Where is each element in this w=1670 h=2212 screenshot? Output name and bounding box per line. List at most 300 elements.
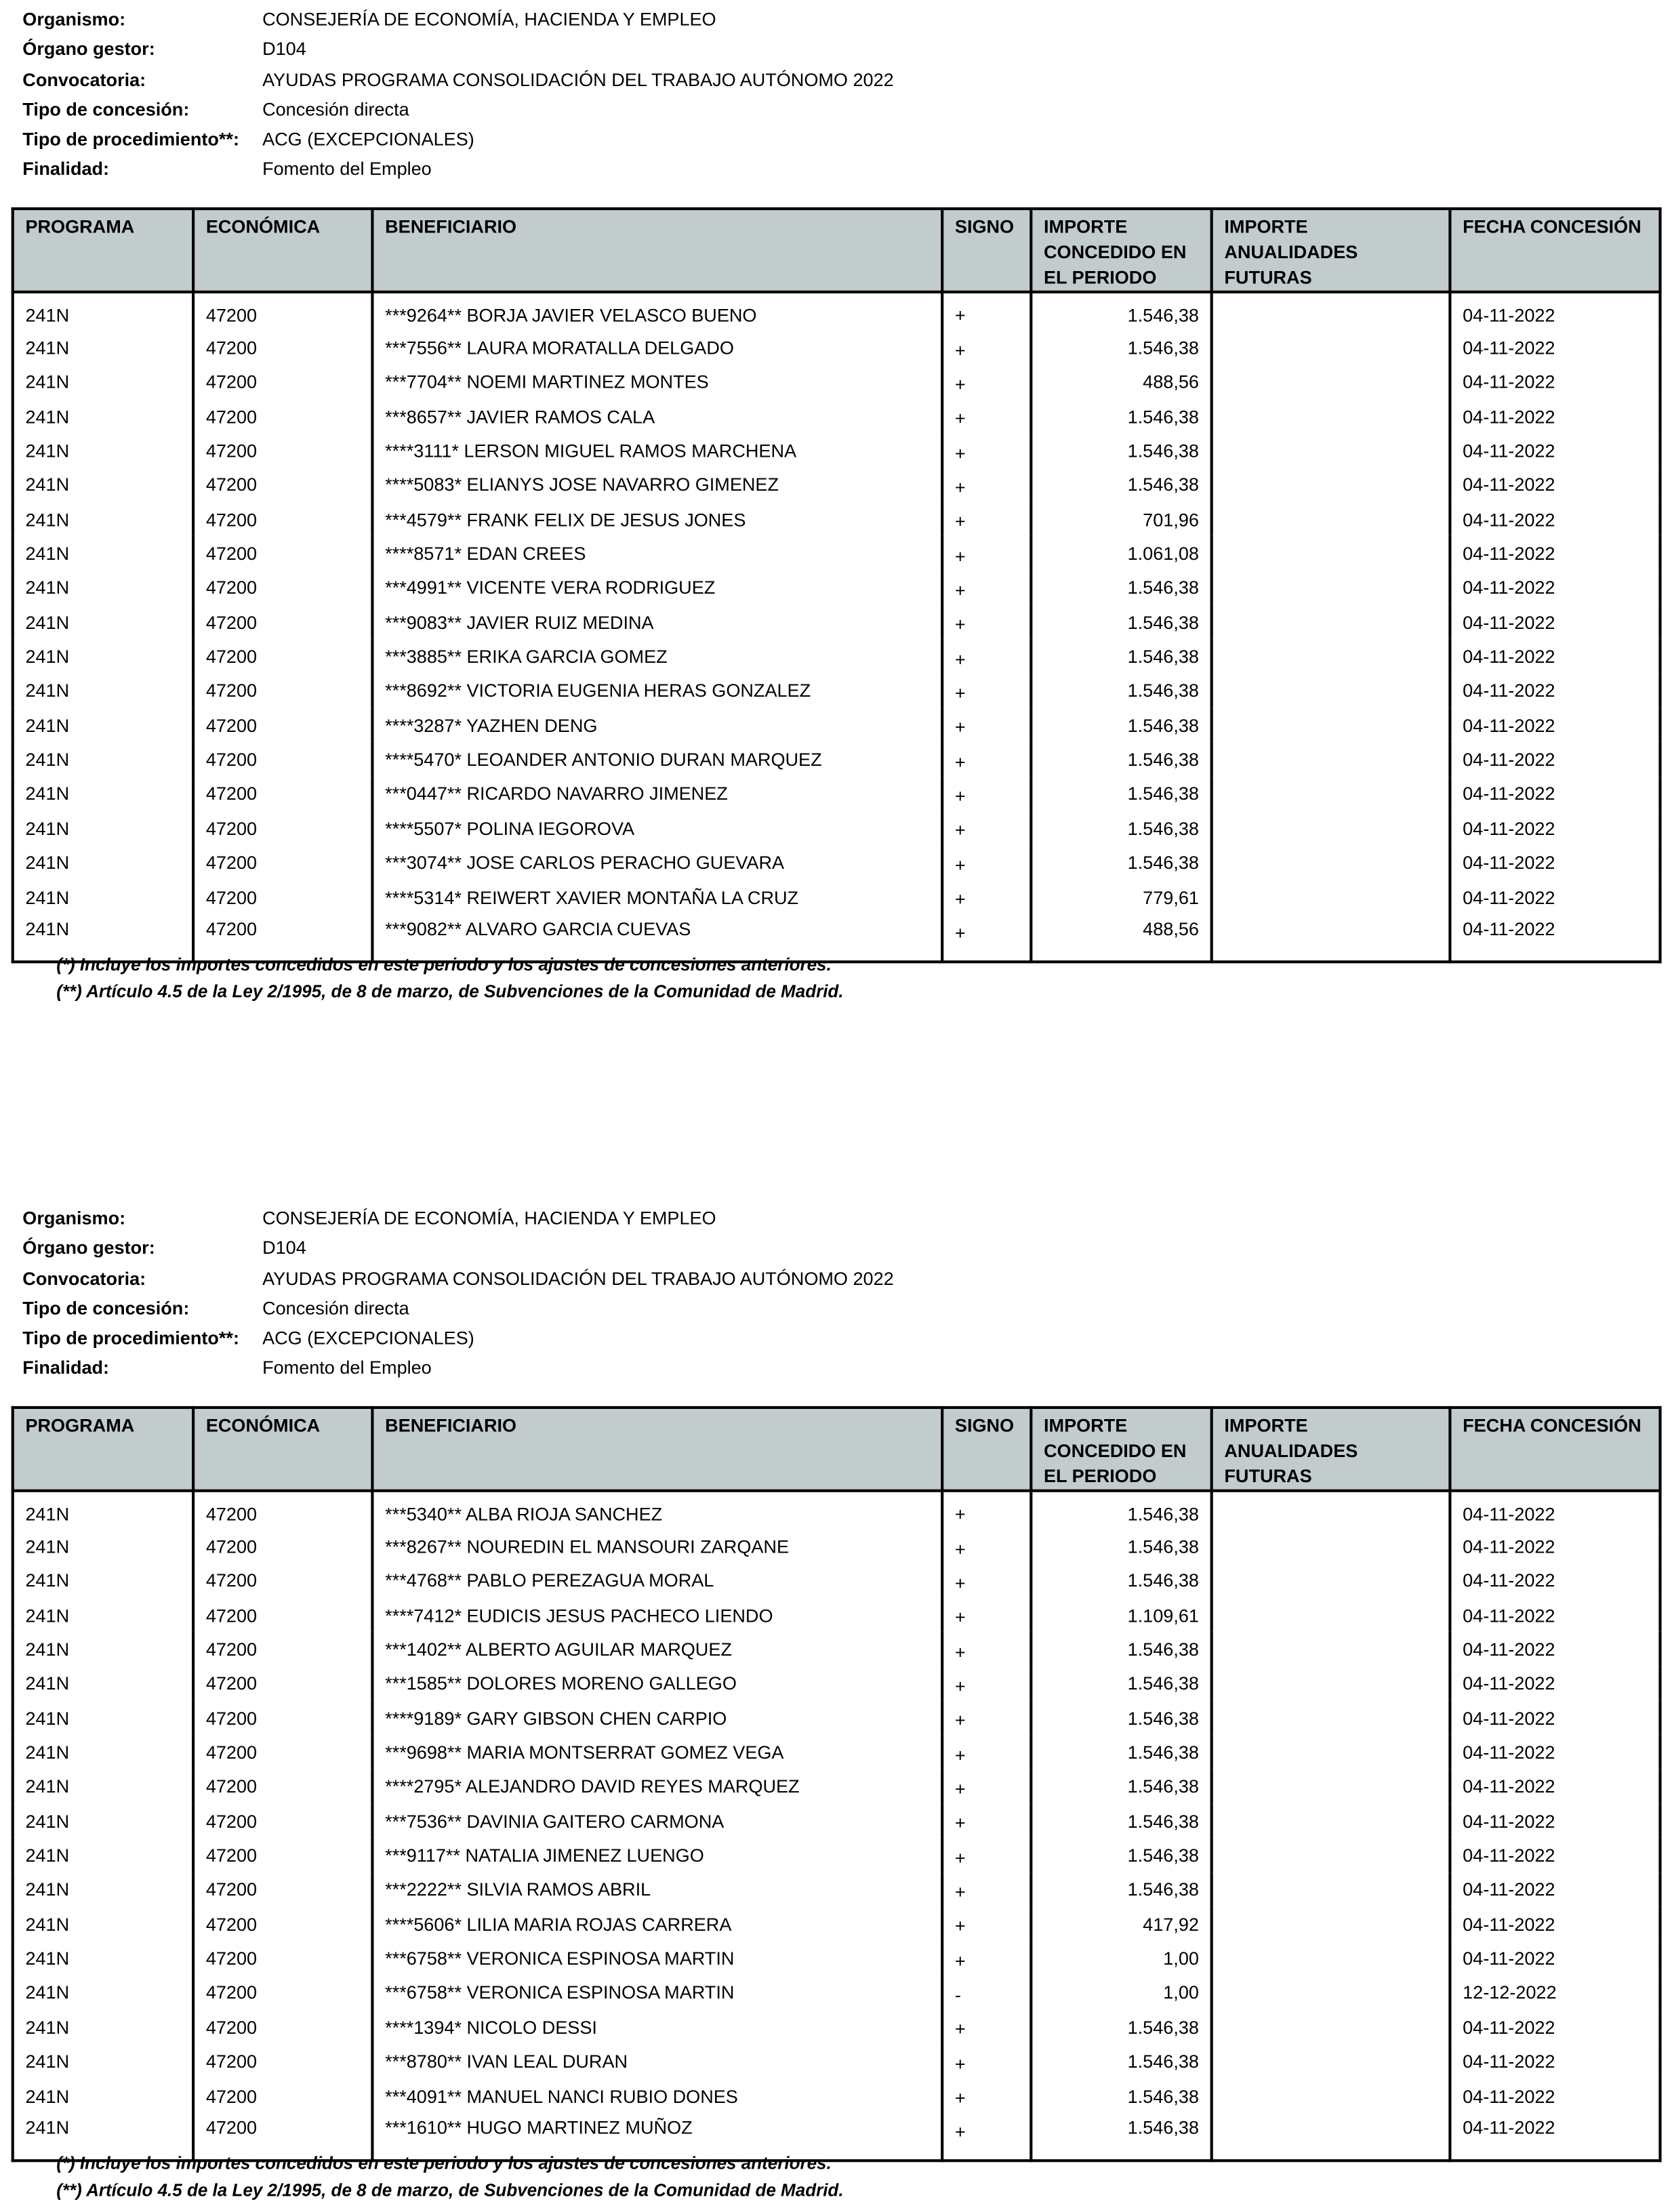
cell-economica: 47200	[193, 1666, 372, 1701]
cell-fecha-concesion: 04-11-2022	[1450, 1563, 1660, 1598]
cell-beneficiario: ***9698** MARIA MONTSERRAT GOMEZ VEGA	[372, 1736, 942, 1770]
cell-economica: 47200	[193, 2045, 372, 2079]
cell-fecha-concesion: 04-11-2022	[1450, 674, 1660, 708]
cell-importe-concedido: 701,96	[1031, 502, 1211, 537]
cell-economica: 47200	[193, 1804, 372, 1839]
cell-programa: 241N	[13, 2010, 193, 2045]
table-row	[13, 708, 1661, 743]
cell-beneficiario: ***8780** IVAN LEAL DURAN	[372, 2045, 942, 2079]
cell-fecha-concesion: 04-11-2022	[1450, 292, 1660, 331]
column-header-economica: ECONÓMICA	[193, 209, 372, 292]
cell-beneficiario: ***1585** DOLORES MORENO GALLEGO	[372, 1666, 942, 1701]
cell-programa: 241N	[13, 2045, 193, 2079]
cell-beneficiario: ****5606* LILIA MARIA ROJAS CARRERA	[372, 1907, 942, 1942]
cell-signo: +	[942, 1666, 1031, 1701]
cell-fecha-concesion: 04-11-2022	[1450, 2113, 1660, 2161]
meta-row	[22, 127, 893, 157]
cell-economica: 47200	[193, 1736, 372, 1770]
cell-fecha-concesion: 12-12-2022	[1450, 1975, 1660, 2010]
table-row	[13, 1598, 1661, 1633]
cell-importe-concedido: 1.109,61	[1031, 1598, 1211, 1633]
cell-importe-anualidades	[1212, 1598, 1450, 1633]
column-header-economica: ECONÓMICA	[193, 1408, 372, 1491]
cell-economica: 47200	[193, 331, 372, 365]
meta-label: Convocatoria:	[22, 68, 146, 90]
cell-importe-concedido: 1.546,38	[1031, 1839, 1211, 1873]
cell-beneficiario: ****2795* ALEJANDRO DAVID REYES MARQUEZ	[372, 1769, 942, 1804]
cell-beneficiario: ***1610** HUGO MARTINEZ MUÑOZ	[372, 2113, 942, 2161]
cell-programa: 241N	[13, 331, 193, 365]
meta-row	[22, 1296, 893, 1326]
cell-importe-anualidades	[1212, 1530, 1450, 1564]
cell-importe-concedido: 417,92	[1031, 1907, 1211, 1942]
cell-importe-concedido: 1.546,38	[1031, 1701, 1211, 1736]
table-row	[13, 1701, 1661, 1736]
cell-importe-anualidades	[1212, 1839, 1450, 1873]
cell-importe-anualidades	[1212, 1804, 1450, 1839]
cell-programa: 241N	[13, 571, 193, 605]
cell-beneficiario: ****5314* REIWERT XAVIER MONTAÑA LA CRUZ	[372, 880, 942, 914]
table-row	[13, 811, 1661, 846]
cell-programa: 241N	[13, 811, 193, 846]
cell-fecha-concesion: 04-11-2022	[1450, 811, 1660, 846]
cell-signo: +	[942, 2113, 1031, 2161]
cell-fecha-concesion: 04-11-2022	[1450, 1530, 1660, 1564]
meta-value: CONSEJERÍA DE ECONOMÍA, HACIENDA Y EMPLEO	[262, 1207, 716, 1229]
cell-signo: +	[942, 777, 1031, 811]
cell-importe-concedido: 1.546,38	[1031, 1491, 1211, 1530]
cell-economica: 47200	[193, 1907, 372, 1942]
cell-economica: 47200	[193, 880, 372, 914]
cell-fecha-concesion: 04-11-2022	[1450, 2010, 1660, 2045]
cell-beneficiario: ****3111* LERSON MIGUEL RAMOS MARCHENA	[372, 434, 942, 468]
cell-importe-anualidades	[1212, 743, 1450, 777]
column-header-programa: PROGRAMA	[13, 209, 193, 292]
cell-programa: 241N	[13, 1736, 193, 1770]
cell-beneficiario: ****3287* YAZHEN DENG	[372, 708, 942, 743]
footnote: (*) Incluye los importes concedidos en este periodo y los ajustes de concesiones anteriores.	[56, 2153, 832, 2173]
cell-fecha-concesion: 04-11-2022	[1450, 1769, 1660, 1804]
cell-signo: +	[942, 605, 1031, 640]
cell-importe-concedido: 1.546,38	[1031, 640, 1211, 674]
table-row	[13, 292, 1661, 331]
cell-programa: 241N	[13, 914, 193, 962]
table-row	[13, 2045, 1661, 2079]
cell-signo: +	[942, 2045, 1031, 2079]
cell-programa: 241N	[13, 777, 193, 811]
cell-programa: 241N	[13, 1598, 193, 1633]
cell-beneficiario: ****1394* NICOLO DESSI	[372, 2010, 942, 2045]
cell-importe-anualidades	[1212, 331, 1450, 365]
meta-label: Órgano gestor:	[22, 1237, 155, 1258]
cell-fecha-concesion: 04-11-2022	[1450, 1872, 1660, 1907]
cell-signo: +	[942, 914, 1031, 962]
table-row	[13, 399, 1661, 434]
cell-fecha-concesion: 04-11-2022	[1450, 1666, 1660, 1701]
cell-fecha-concesion: 04-11-2022	[1450, 331, 1660, 365]
footnotes	[56, 2151, 843, 2205]
cell-signo: +	[942, 399, 1031, 434]
cell-fecha-concesion: 04-11-2022	[1450, 468, 1660, 502]
cell-economica: 47200	[193, 1563, 372, 1598]
cell-beneficiario: ***0447** RICARDO NAVARRO JIMENEZ	[372, 777, 942, 811]
cell-beneficiario: ***9082** ALVARO GARCIA CUEVAS	[372, 914, 942, 962]
cell-signo: +	[942, 1701, 1031, 1736]
cell-importe-concedido: 1.546,38	[1031, 571, 1211, 605]
cell-signo: +	[942, 1769, 1031, 1804]
cell-importe-concedido: 779,61	[1031, 880, 1211, 914]
table-row	[13, 605, 1661, 640]
cell-importe-anualidades	[1212, 674, 1450, 708]
cell-economica: 47200	[193, 846, 372, 880]
table-row	[13, 640, 1661, 674]
cell-importe-concedido: 1.546,38	[1031, 811, 1211, 846]
cell-importe-anualidades	[1212, 708, 1450, 743]
cell-signo: +	[942, 1530, 1031, 1564]
meta-value: ACG (EXCEPCIONALES)	[262, 128, 474, 150]
cell-beneficiario: ***3074** JOSE CARLOS PERACHO GUEVARA	[372, 846, 942, 880]
column-header-importe-concedido: IMPORTE CONCEDIDO EN EL PERIODO	[1031, 209, 1211, 292]
cell-importe-concedido: 488,56	[1031, 914, 1211, 962]
meta-label: Tipo de procedimiento**:	[22, 1327, 239, 1349]
table-header-row	[13, 209, 1661, 292]
cell-programa: 241N	[13, 399, 193, 434]
cell-importe-concedido: 1.546,38	[1031, 846, 1211, 880]
cell-programa: 241N	[13, 292, 193, 331]
table-row	[13, 1666, 1661, 1701]
cell-economica: 47200	[193, 640, 372, 674]
cell-fecha-concesion: 04-11-2022	[1450, 880, 1660, 914]
cell-beneficiario: ***8657** JAVIER RAMOS CALA	[372, 399, 942, 434]
cell-importe-concedido: 1.546,38	[1031, 2010, 1211, 2045]
column-header-importe-concedido: IMPORTE CONCEDIDO EN EL PERIODO	[1031, 1408, 1211, 1491]
cell-importe-anualidades	[1212, 571, 1450, 605]
cell-fecha-concesion: 04-11-2022	[1450, 1598, 1660, 1633]
cell-importe-concedido: 1.546,38	[1031, 743, 1211, 777]
column-header-importe-anualidades: IMPORTE ANUALIDADES FUTURAS	[1212, 209, 1450, 292]
cell-importe-anualidades	[1212, 777, 1450, 811]
meta-row	[22, 97, 893, 127]
cell-programa: 241N	[13, 640, 193, 674]
cell-beneficiario: ***1402** ALBERTO AGUILAR MARQUEZ	[372, 1633, 942, 1667]
cell-signo: +	[942, 674, 1031, 708]
cell-beneficiario: ***4768** PABLO PEREZAGUA MORAL	[372, 1563, 942, 1598]
meta-label: Organismo:	[22, 1207, 126, 1229]
cell-programa: 241N	[13, 2078, 193, 2113]
table-row	[13, 331, 1661, 365]
cell-importe-concedido: 1.546,38	[1031, 708, 1211, 743]
cell-fecha-concesion: 04-11-2022	[1450, 605, 1660, 640]
table-row	[13, 880, 1661, 914]
table-row	[13, 1942, 1661, 1976]
cell-importe-anualidades	[1212, 537, 1450, 571]
meta-label: Convocatoria:	[22, 1267, 146, 1289]
cell-importe-anualidades	[1212, 365, 1450, 399]
table-row	[13, 777, 1661, 811]
cell-programa: 241N	[13, 605, 193, 640]
cell-economica: 47200	[193, 1769, 372, 1804]
footnote: (**) Artículo 4.5 de la Ley 2/1995, de 8 de marzo, de Subvenciones de la Comunidad de Madrid.	[56, 981, 844, 1002]
cell-economica: 47200	[193, 434, 372, 468]
cell-beneficiario: ***9083** JAVIER RUIZ MEDINA	[372, 605, 942, 640]
cell-beneficiario: ***5340** ALBA RIOJA SANCHEZ	[372, 1491, 942, 1530]
cell-signo: +	[942, 537, 1031, 571]
cell-economica: 47200	[193, 1975, 372, 2010]
grants-table	[12, 207, 1662, 964]
cell-fecha-concesion: 04-11-2022	[1450, 1633, 1660, 1667]
cell-importe-anualidades	[1212, 2045, 1450, 2079]
cell-importe-anualidades	[1212, 2113, 1450, 2161]
table-row	[13, 1872, 1661, 1907]
meta-row	[22, 157, 893, 187]
table-row	[13, 743, 1661, 777]
meta-row	[22, 67, 893, 97]
meta-row	[22, 1236, 893, 1266]
cell-economica: 47200	[193, 571, 372, 605]
meta-label: Tipo de concesión:	[22, 98, 190, 120]
cell-importe-anualidades	[1212, 880, 1450, 914]
cell-importe-concedido: 1.546,38	[1031, 1769, 1211, 1804]
cell-signo: +	[942, 1839, 1031, 1873]
footnote: (*) Incluye los importes concedidos en este periodo y los ajustes de concesiones anteriores.	[56, 954, 832, 975]
cell-beneficiario: ***8267** NOUREDIN EL MANSOURI ZARQANE	[372, 1530, 942, 1564]
cell-fecha-concesion: 04-11-2022	[1450, 1491, 1660, 1530]
column-header-beneficiario: BENEFICIARIO	[372, 209, 942, 292]
cell-importe-anualidades	[1212, 914, 1450, 962]
table-header-row	[13, 1408, 1661, 1491]
table-row	[13, 1769, 1661, 1804]
cell-signo: +	[942, 743, 1031, 777]
cell-importe-concedido: 1.546,38	[1031, 2113, 1211, 2161]
meta-label: Tipo de procedimiento**:	[22, 128, 239, 150]
cell-beneficiario: ****5083* ELIANYS JOSE NAVARRO GIMENEZ	[372, 468, 942, 502]
column-header-fecha-concesion: FECHA CONCESIÓN	[1450, 1408, 1660, 1491]
cell-beneficiario: ***9264** BORJA JAVIER VELASCO BUENO	[372, 292, 942, 331]
cell-beneficiario: ***8692** VICTORIA EUGENIA HERAS GONZALEZ	[372, 674, 942, 708]
cell-importe-anualidades	[1212, 846, 1450, 880]
meta-row	[22, 1356, 893, 1386]
cell-economica: 47200	[193, 1530, 372, 1564]
table-row	[13, 2010, 1661, 2045]
meta-label: Finalidad:	[22, 159, 110, 180]
cell-importe-anualidades	[1212, 468, 1450, 502]
cell-fecha-concesion: 04-11-2022	[1450, 365, 1660, 399]
cell-importe-anualidades	[1212, 1907, 1450, 1942]
cell-fecha-concesion: 04-11-2022	[1450, 399, 1660, 434]
cell-programa: 241N	[13, 1942, 193, 1976]
table-row	[13, 1563, 1661, 1598]
cell-economica: 47200	[193, 914, 372, 962]
column-header-signo: SIGNO	[942, 1408, 1031, 1491]
cell-beneficiario: ****7412* EUDICIS JESUS PACHECO LIENDO	[372, 1598, 942, 1633]
meta-row	[22, 1326, 893, 1356]
cell-economica: 47200	[193, 365, 372, 399]
cell-programa: 241N	[13, 1872, 193, 1907]
cell-signo: +	[942, 1598, 1031, 1633]
cell-signo: -	[942, 1975, 1031, 2010]
cell-importe-anualidades	[1212, 1563, 1450, 1598]
cell-programa: 241N	[13, 1839, 193, 1873]
meta-label: Tipo de concesión:	[22, 1297, 190, 1319]
cell-importe-anualidades	[1212, 1975, 1450, 2010]
meta-value: Fomento del Empleo	[262, 1357, 432, 1379]
cell-signo: +	[942, 2010, 1031, 2045]
meta-value: Concesión directa	[262, 1297, 409, 1319]
column-header-programa: PROGRAMA	[13, 1408, 193, 1491]
cell-importe-concedido: 1.546,38	[1031, 777, 1211, 811]
cell-importe-concedido: 1.546,38	[1031, 434, 1211, 468]
cell-importe-concedido: 1.546,38	[1031, 1666, 1211, 1701]
column-header-importe-anualidades: IMPORTE ANUALIDADES FUTURAS	[1212, 1408, 1450, 1491]
cell-programa: 241N	[13, 468, 193, 502]
table-row	[13, 1530, 1661, 1564]
cell-beneficiario: ***6758** VERONICA ESPINOSA MARTIN	[372, 1942, 942, 1976]
column-header-beneficiario: BENEFICIARIO	[372, 1408, 942, 1491]
meta-value: D104	[262, 38, 306, 60]
cell-economica: 47200	[193, 1872, 372, 1907]
cell-programa: 241N	[13, 537, 193, 571]
cell-economica: 47200	[193, 777, 372, 811]
meta-block	[22, 1206, 893, 1386]
cell-signo: +	[942, 1907, 1031, 1942]
cell-programa: 241N	[13, 846, 193, 880]
cell-economica: 47200	[193, 2010, 372, 2045]
meta-value: Fomento del Empleo	[262, 159, 432, 180]
cell-importe-concedido: 1.546,38	[1031, 2078, 1211, 2113]
cell-importe-anualidades	[1212, 1491, 1450, 1530]
cell-economica: 47200	[193, 2113, 372, 2161]
cell-beneficiario: ****5507* POLINA IEGOROVA	[372, 811, 942, 846]
cell-importe-concedido: 1.546,38	[1031, 292, 1211, 331]
cell-beneficiario: ***7556** LAURA MORATALLA DELGADO	[372, 331, 942, 365]
cell-signo: +	[942, 1942, 1031, 1976]
meta-row	[22, 1266, 893, 1296]
meta-value: AYUDAS PROGRAMA CONSOLIDACIÓN DEL TRABAJO AUTÓNOMO 2022	[262, 68, 894, 90]
cell-importe-concedido: 1.546,38	[1031, 1804, 1211, 1839]
cell-programa: 241N	[13, 1666, 193, 1701]
cell-economica: 47200	[193, 1942, 372, 1976]
cell-economica: 47200	[193, 2078, 372, 2113]
cell-fecha-concesion: 04-11-2022	[1450, 846, 1660, 880]
cell-programa: 241N	[13, 1804, 193, 1839]
grants-table	[12, 1406, 1662, 2163]
cell-economica: 47200	[193, 399, 372, 434]
table-row	[13, 1633, 1661, 1667]
cell-importe-anualidades	[1212, 1633, 1450, 1667]
cell-signo: +	[942, 811, 1031, 846]
cell-economica: 47200	[193, 537, 372, 571]
meta-value: ACG (EXCEPCIONALES)	[262, 1327, 474, 1349]
table-row	[13, 1804, 1661, 1839]
cell-importe-concedido: 1.546,38	[1031, 331, 1211, 365]
cell-beneficiario: ****9189* GARY GIBSON CHEN CARPIO	[372, 1701, 942, 1736]
cell-importe-anualidades	[1212, 1736, 1450, 1770]
cell-fecha-concesion: 04-11-2022	[1450, 914, 1660, 962]
cell-signo: +	[942, 708, 1031, 743]
cell-beneficiario: ***4991** VICENTE VERA RODRIGUEZ	[372, 571, 942, 605]
cell-programa: 241N	[13, 365, 193, 399]
cell-programa: 241N	[13, 1907, 193, 1942]
cell-economica: 47200	[193, 674, 372, 708]
cell-importe-concedido: 1.546,38	[1031, 2045, 1211, 2079]
cell-beneficiario: ***4091** MANUEL NANCI RUBIO DONES	[372, 2078, 942, 2113]
cell-signo: +	[942, 1804, 1031, 1839]
cell-signo: +	[942, 365, 1031, 399]
meta-label: Organismo:	[22, 8, 126, 30]
cell-fecha-concesion: 04-11-2022	[1450, 537, 1660, 571]
cell-signo: +	[942, 571, 1031, 605]
cell-importe-concedido: 1.546,38	[1031, 674, 1211, 708]
cell-importe-anualidades	[1212, 502, 1450, 537]
cell-programa: 241N	[13, 880, 193, 914]
cell-economica: 47200	[193, 811, 372, 846]
meta-value: AYUDAS PROGRAMA CONSOLIDACIÓN DEL TRABAJO AUTÓNOMO 2022	[262, 1267, 894, 1289]
cell-fecha-concesion: 04-11-2022	[1450, 640, 1660, 674]
cell-programa: 241N	[13, 674, 193, 708]
cell-signo: +	[942, 331, 1031, 365]
table-row	[13, 434, 1661, 468]
cell-importe-concedido: 1,00	[1031, 1975, 1211, 2010]
cell-beneficiario: ***7536** DAVINIA GAITERO CARMONA	[372, 1804, 942, 1839]
cell-importe-concedido: 1.546,38	[1031, 1563, 1211, 1598]
table-row	[13, 1491, 1661, 1530]
cell-signo: +	[942, 1633, 1031, 1667]
cell-economica: 47200	[193, 1633, 372, 1667]
cell-importe-anualidades	[1212, 1666, 1450, 1701]
cell-importe-concedido: 1.061,08	[1031, 537, 1211, 571]
cell-importe-concedido: 1.546,38	[1031, 605, 1211, 640]
cell-signo: +	[942, 640, 1031, 674]
cell-programa: 241N	[13, 1491, 193, 1530]
cell-programa: 241N	[13, 434, 193, 468]
table-row	[13, 365, 1661, 399]
table-row	[13, 1907, 1661, 1942]
cell-beneficiario: ***4579** FRANK FELIX DE JESUS JONES	[372, 502, 942, 537]
cell-importe-anualidades	[1212, 640, 1450, 674]
cell-fecha-concesion: 04-11-2022	[1450, 1701, 1660, 1736]
meta-label: Finalidad:	[22, 1357, 110, 1379]
cell-beneficiario: ****5470* LEOANDER ANTONIO DURAN MARQUEZ	[372, 743, 942, 777]
cell-importe-anualidades	[1212, 1769, 1450, 1804]
cell-signo: +	[942, 468, 1031, 502]
footnotes	[56, 952, 843, 1006]
cell-economica: 47200	[193, 468, 372, 502]
meta-row	[22, 1206, 893, 1235]
cell-programa: 241N	[13, 1530, 193, 1564]
cell-importe-concedido: 1.546,38	[1031, 1872, 1211, 1907]
cell-signo: +	[942, 292, 1031, 331]
footnote: (**) Artículo 4.5 de la Ley 2/1995, de 8 de marzo, de Subvenciones de la Comunidad de Madrid.	[56, 2180, 844, 2200]
cell-importe-concedido: 1,00	[1031, 1942, 1211, 1976]
cell-importe-concedido: 1.546,38	[1031, 468, 1211, 502]
cell-fecha-concesion: 04-11-2022	[1450, 434, 1660, 468]
table-row	[13, 1839, 1661, 1873]
cell-programa: 241N	[13, 502, 193, 537]
column-header-signo: SIGNO	[942, 209, 1031, 292]
cell-programa: 241N	[13, 1633, 193, 1667]
cell-fecha-concesion: 04-11-2022	[1450, 1942, 1660, 1976]
cell-importe-anualidades	[1212, 1701, 1450, 1736]
cell-fecha-concesion: 04-11-2022	[1450, 1804, 1660, 1839]
table-row	[13, 468, 1661, 502]
cell-signo: +	[942, 1872, 1031, 1907]
table-row	[13, 674, 1661, 708]
cell-programa: 241N	[13, 743, 193, 777]
cell-fecha-concesion: 04-11-2022	[1450, 1907, 1660, 1942]
cell-importe-anualidades	[1212, 605, 1450, 640]
cell-economica: 47200	[193, 743, 372, 777]
cell-importe-anualidades	[1212, 434, 1450, 468]
